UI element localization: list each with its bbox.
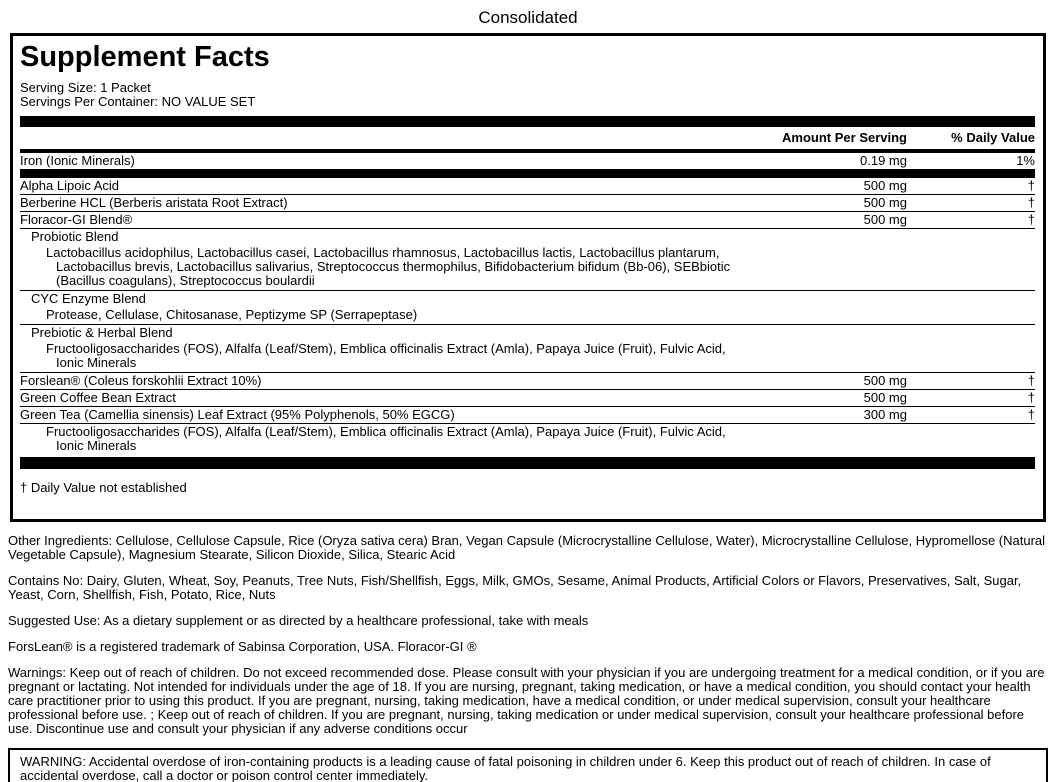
warning-box	[8, 748, 1048, 782]
fact-row	[20, 373, 1035, 390]
contains-no: Contains No: Dairy, Gluten, Wheat, Soy, Peanuts, Tree Nuts, Fish/Shellfish, Eggs, Milk, GMOs, Sesame, Animal Products, Artificial Colors or Flavors, Preservatives, Salt, Sugar, Yeast, Corn, Shellfish, Fish, Potato, Rice, Nuts	[8, 573, 1022, 602]
fact-row	[20, 153, 1035, 169]
fact-row	[20, 212, 1035, 229]
divider-bar-medium	[20, 169, 1035, 178]
footer-paragraphs	[8, 534, 1048, 736]
blend-desc-row	[20, 245, 1035, 291]
other-ingredients: Other Ingredients: Cellulose, Cellulose Capsule, Rice (Oryza sativa cera) Bran, Vegan Capsule (Microcrystalline Cellulose, Water), Microcrystalline Cellulose, Hypromellose (Natural Vegetable Capsule), Magnesium Stearate, Silicon Dioxide, Silica, Stearic Acid	[8, 533, 1046, 562]
warnings: Warnings: Keep out of reach of children. Do not exceed recommended dose. Please consult with your physician if you are undergoing treatment for a medical condition, or if you are pregnant or lactating. Not intended for individuals under the age of 18. If you are nursing, pregnant, taking medication, or have a medical condition, you should contact your health care practitioner prior to using this product. If you are pregnant, nursing, taking medication, have a medical condition, or under medical supervision, consult your healthcare professional before use. ; Keep out of reach of children. If you are pregnant, nursing, taking medication or under medical supervision, consult your healthcare professional before use. Discontinue use and consult your physician if any adverse conditions occur	[8, 665, 1045, 736]
daily-value-column-header: % Daily Value	[951, 130, 1035, 145]
ingredient-column-header	[20, 130, 735, 146]
supplement-facts-panel	[10, 33, 1046, 522]
fact-row	[20, 390, 1035, 407]
blend-heading-row	[20, 229, 1035, 245]
suggested-use: Suggested Use: As a dietary supplement or as directed by a healthcare professional, take with meals	[8, 613, 589, 628]
daily-value: †	[1027, 195, 1035, 210]
daily-value: †	[1027, 407, 1035, 422]
page-title: Consolidated	[478, 8, 578, 27]
divider-bar-thick	[20, 116, 1035, 127]
warning-text: WARNING: Accidental overdose of iron-containing products is a leading cause of fatal poisoning in children under 6. Keep this product out of reach of children. In case of accidental overdose, call a doctor or poison control center immediately.	[20, 754, 991, 782]
ingredient-name: Green Tea (Camellia sinensis) Leaf Extract (95% Polyphenols, 50% EGCG)	[20, 407, 455, 422]
ingredient-name: Prebiotic & Herbal Blend	[31, 325, 173, 340]
blend-heading-row	[20, 291, 1035, 307]
blend-desc-row	[20, 341, 1035, 373]
amount-per-serving: 500 mg	[863, 195, 907, 210]
ingredient-name: Fructooligosaccharides (FOS), Alfalfa (Leaf/Stem), Emblica officinalis Extract (Amla), Papaya Juice (Fruit), Fulvic Acid, Ionic Minerals	[46, 341, 726, 370]
fact-row	[20, 195, 1035, 212]
ingredient-name: Floracor-GI Blend®	[20, 212, 133, 227]
ingredient-name: Probiotic Blend	[31, 229, 119, 244]
daily-value: †	[1027, 178, 1035, 193]
label-footer	[8, 534, 1048, 782]
daily-value: 1%	[1016, 153, 1035, 168]
amount-per-serving: 500 mg	[863, 373, 907, 388]
facts-title: Supplement Facts	[20, 41, 270, 73]
ingredient-name: Protease, Cellulase, Chitosanase, Peptizyme SP (Serrapeptase)	[46, 307, 418, 322]
ingredient-name: Alpha Lipoic Acid	[20, 178, 120, 193]
servings-per-container: Servings Per Container: NO VALUE SET	[20, 94, 256, 109]
ingredient-name: Forslean® (Coleus forskohlii Extract 10%)	[20, 373, 262, 388]
ingredient-name: Iron (Ionic Minerals)	[20, 153, 135, 168]
amount-per-serving: 300 mg	[863, 407, 907, 422]
trademark-note: ForsLean® is a registered trademark of Sabinsa Corporation, USA. Floracor-GI ®	[8, 639, 477, 654]
blend-desc-row	[20, 424, 1035, 455]
ingredient-name: Lactobacillus acidophilus, Lactobacillus casei, Lactobacillus rhamnosus, Lactobacillus lactis, Lactobacillus plantarum, Lactobacillus brevis, Lactobacillus salivarius, Streptococcus thermophilus, Bifidobacterium bifidum (Bb-06), SEBbiotic (Bacillus coagulans), Streptococcus boulardii	[46, 245, 731, 288]
fact-row	[20, 407, 1035, 424]
blend-desc-row	[20, 307, 1035, 325]
amount-per-serving: 500 mg	[863, 390, 907, 405]
ingredient-name: Green Coffee Bean Extract	[20, 390, 176, 405]
ingredient-name: CYC Enzyme Blend	[31, 291, 146, 306]
table-header-row	[20, 127, 1035, 149]
divider-bar-thick-bottom	[20, 457, 1035, 469]
daily-value: †	[1027, 390, 1035, 405]
daily-value: †	[1027, 212, 1035, 227]
fact-row	[20, 178, 1035, 195]
daily-value-footnote: † Daily Value not established	[20, 480, 187, 495]
facts-rows	[20, 153, 1035, 455]
blend-heading-row	[20, 325, 1035, 341]
serving-size: Serving Size: 1 Packet	[20, 80, 151, 95]
amount-per-serving: 500 mg	[863, 178, 907, 193]
amount-per-serving: 0.19 mg	[860, 153, 907, 168]
amount-per-serving: 500 mg	[863, 212, 907, 227]
ingredient-name: Berberine HCL (Berberis aristata Root Extract)	[20, 195, 288, 210]
ingredient-name: Fructooligosaccharides (FOS), Alfalfa (Leaf/Stem), Emblica officinalis Extract (Amla), Papaya Juice (Fruit), Fulvic Acid, Ionic Minerals	[46, 424, 726, 453]
amount-column-header: Amount Per Serving	[782, 130, 907, 145]
daily-value: †	[1027, 373, 1035, 388]
